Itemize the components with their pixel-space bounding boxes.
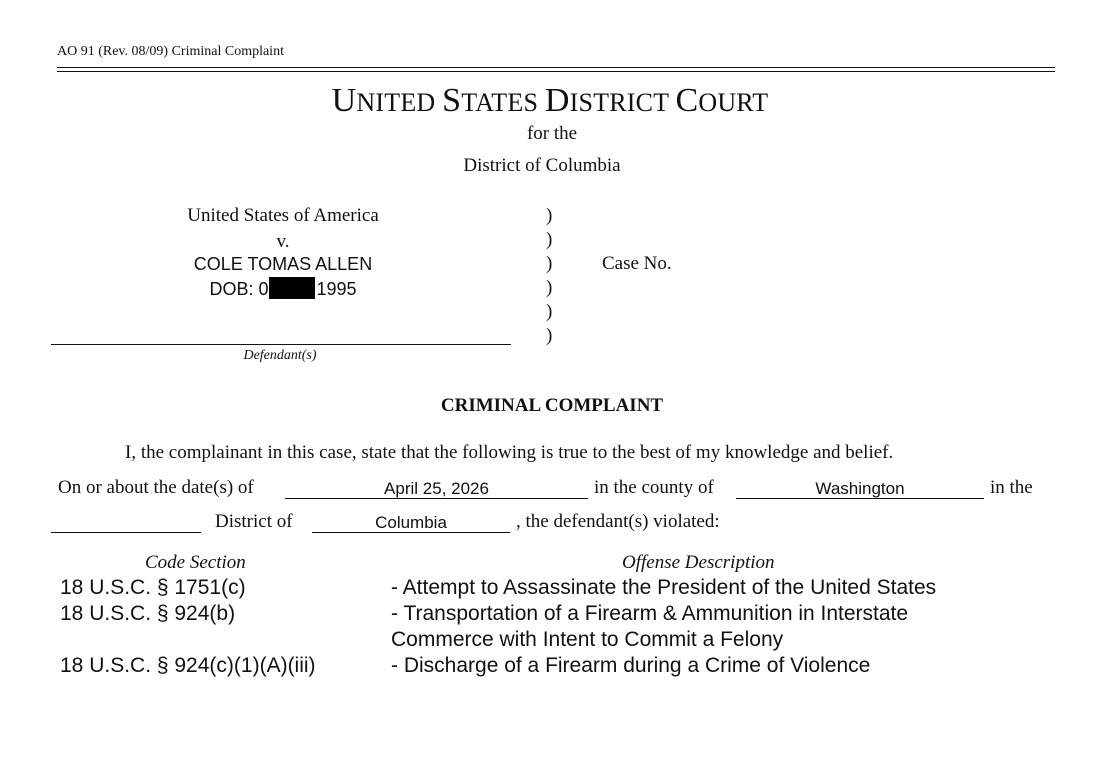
date-field[interactable]: [285, 476, 588, 499]
in-the-label: in the: [990, 477, 1033, 498]
county-field[interactable]: [736, 476, 984, 499]
defendant-label: Defendant(s): [243, 348, 317, 363]
caption-paren: ): [546, 205, 553, 226]
district-of-label: District of: [215, 511, 293, 532]
court-title: UNITED STATES DISTRICT COURT: [331, 82, 769, 119]
form-identifier: AO 91 (Rev. 08/09) Criminal Complaint: [57, 44, 284, 59]
district-field[interactable]: [312, 510, 510, 533]
header-rule-top: [57, 67, 1055, 68]
offense-description: - Transportation of a Firearm & Ammunition in Interstate: [391, 602, 909, 625]
date-label: On or about the date(s) of: [58, 477, 254, 498]
plaintiff-name: United States of America: [187, 205, 379, 226]
offense-description-continued: Commerce with Intent to Commit a Felony: [391, 628, 784, 651]
caption-paren: ): [546, 325, 553, 346]
case-number-label: Case No.: [602, 253, 672, 274]
offense-description-header: Offense Description: [622, 552, 775, 573]
header-rule-bottom: [57, 71, 1055, 72]
court-district: District of Columbia: [463, 155, 621, 176]
defendant-dob: [140, 277, 426, 300]
caption-paren: ): [546, 229, 553, 250]
dob-year: 1995: [316, 279, 357, 299]
defendant-signature-line: [51, 344, 511, 345]
county-label: in the county of: [594, 477, 714, 498]
date-value: April 25, 2026: [384, 479, 489, 498]
caption-paren: ): [546, 253, 553, 274]
offense-description: - Attempt to Assassinate the President of the United States: [391, 576, 937, 599]
caption-paren: ): [546, 277, 553, 298]
complainant-statement: I, the complainant in this case, state that the following is true to the best of my knowledge and belief.: [125, 442, 894, 463]
county-value: Washington: [815, 479, 905, 498]
code-section: 18 U.S.C. § 1751(c): [60, 576, 246, 599]
complaint-title: CRIMINAL COMPLAINT: [440, 395, 664, 416]
district-value: Columbia: [375, 513, 447, 532]
caption-paren: ): [546, 301, 553, 322]
code-section: 18 U.S.C. § 924(b): [60, 602, 236, 625]
redaction-block: [269, 277, 315, 299]
versus-label: v.: [276, 231, 290, 252]
offense-description: - Discharge of a Firearm during a Crime of Violence: [391, 654, 871, 677]
code-section: 18 U.S.C. § 924(c)(1)(A)(iii): [60, 654, 316, 677]
defendant-name: COLE TOMAS ALLEN: [193, 254, 373, 274]
dob-prefix: DOB: 0: [209, 279, 269, 299]
code-section-header: Code Section: [145, 552, 246, 573]
violated-label: , the defendant(s) violated:: [516, 511, 720, 532]
for-the-text: for the: [526, 123, 578, 144]
district-prefix-field[interactable]: [51, 510, 201, 533]
